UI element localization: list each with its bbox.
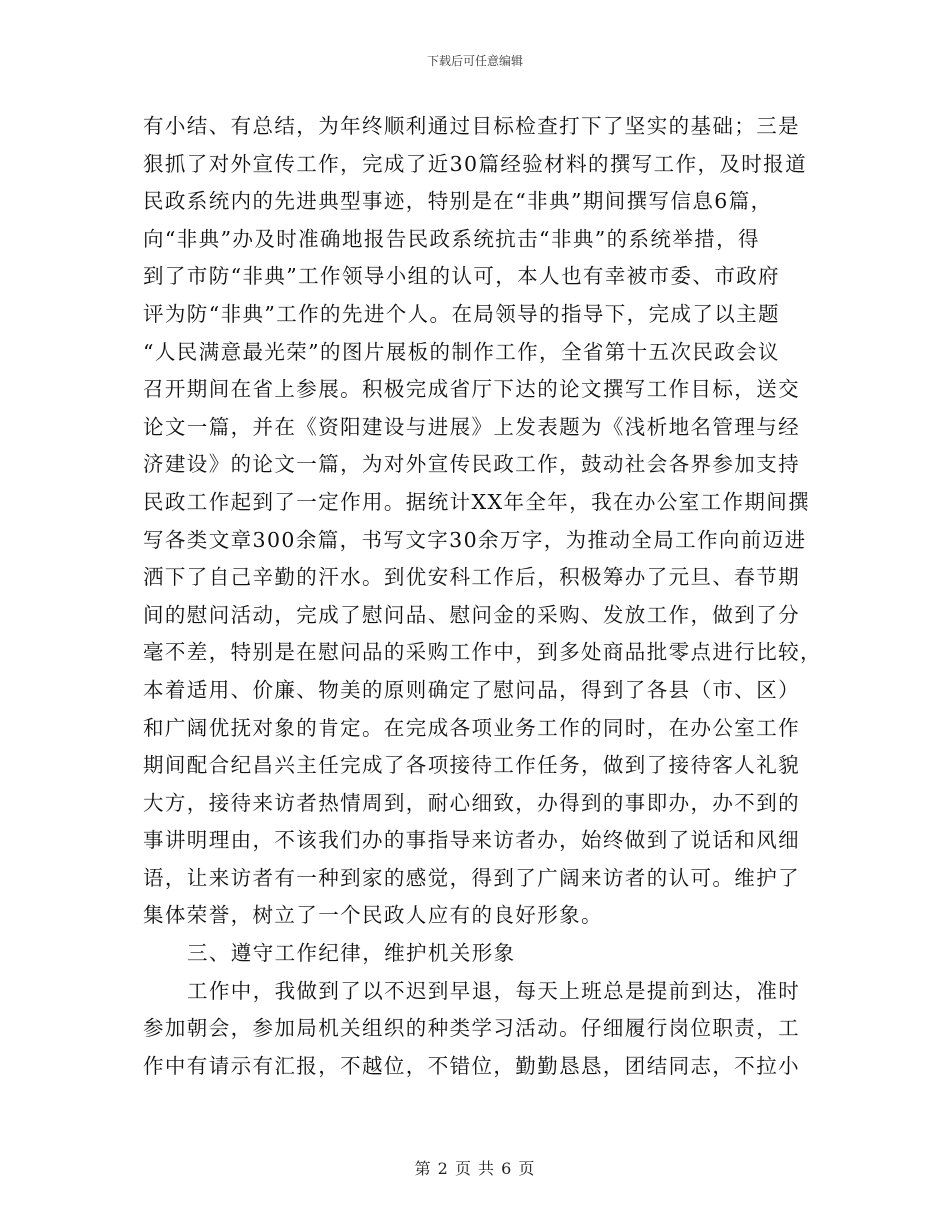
text-line: 本着适用、价廉、物美的原则确定了慰问品，得到了各县（市、区）	[143, 677, 800, 702]
text-line: 评为防“非典”工作的先进个人。在局领导的指导下，完成了以主题	[143, 301, 780, 326]
text-line: “人民满意最光荣”的图片展板的制作工作，全省第十五次民政会议	[143, 339, 780, 364]
text-line: 向“非典”办及时准确地报告民政系统抗击“非典”的系统举措，得	[143, 226, 760, 251]
text-line: 集体荣誉，树立了一个民政人应有的良好形象。	[143, 903, 603, 928]
text-line: 大方，接待来访者热情周到，耐心细致，办得到的事即办，办不到的	[143, 790, 800, 815]
document-body	[143, 108, 822, 1085]
text-line: 狠抓了对外宣传工作，完成了近30篇经验材料的撰写工作，及时报道	[143, 151, 807, 176]
text-line: 期间配合纪昌兴主任完成了各项接待工作任务，做到了接待客人礼貌	[143, 753, 800, 778]
text-line: 济建设》的论文一篇，为对外宣传民政工作，鼓动社会各界参加支持	[143, 452, 800, 477]
text-line: 写各类文章300余篇，书写文字30余万字，为推动全局工作向前迈进	[143, 527, 807, 552]
text-line: 作中有请示有汇报，不越位，不错位，勤勤恳恳，团结同志，不拉小	[143, 1053, 800, 1078]
text-line: 论文一篇，并在《资阳建设与进展》上发表题为《浅析地名管理与经	[143, 414, 800, 439]
text-line: 参加朝会，参加局机关组织的种类学习活动。仔细履行岗位职责，工	[143, 1016, 800, 1041]
text-line: 毫不差，特别是在慰问品的采购工作中，到多处商品批零点进行比较，	[143, 640, 822, 665]
text-line: 语，让来访者有一种到家的感觉，得到了广阔来访者的认可。维护了	[143, 865, 800, 890]
text-line: 民政工作起到了一定作用。据统计XX年全年，我在办公室工作期间撰	[143, 489, 811, 514]
text-line: 事讲明理由，不该我们办的事指导来访者办，始终做到了说话和风细	[143, 828, 800, 853]
paragraph-start: 工作中，我做到了以不迟到早退，每天上班总是提前到达，准时	[187, 978, 801, 1003]
text-line: 和广阔优抚对象的肯定。在完成各项业务工作的同时，在办公室工作	[143, 715, 800, 740]
text-line: 间的慰问活动，完成了慰问品、慰问金的采购、发放工作，做到了分	[143, 602, 800, 627]
text-line: 民政系统内的先进典型事迹，特别是在“非典”期间撰写信息6篇，	[143, 189, 773, 214]
text-line: 召开期间在省上参展。积极完成省厅下达的论文撰写工作目标，送交	[143, 377, 800, 402]
section-heading: 三、遵守工作纪律，维护机关形象	[187, 941, 516, 966]
page-header: 下载后可任意编辑	[426, 54, 523, 68]
text-line: 到了市防“非典”工作领导小组的认可，本人也有幸被市委、市政府	[143, 264, 780, 289]
text-line: 洒下了自己辛勤的汗水。到优安科工作后，积极筹办了元旦、春节期	[143, 565, 800, 590]
text-line: 有小结、有总结，为年终顺利通过目标检查打下了坚实的基础；三是	[143, 114, 800, 138]
page-number-footer: 第 2 页 共 6 页	[414, 1159, 536, 1178]
